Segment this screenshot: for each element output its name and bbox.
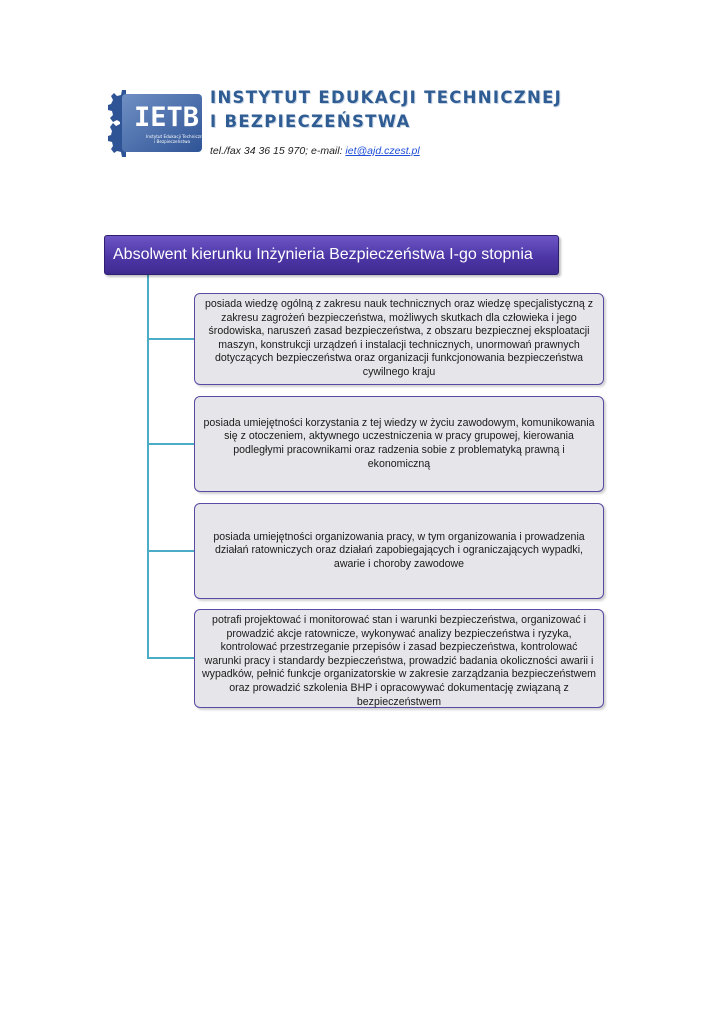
- contact-phone: tel./fax 34 36 15 970; e-mail:: [210, 145, 346, 157]
- child-node-text: posiada umiejętności organizowania pracy, w tym organizowania i prowadzenia działań ratowniczych oraz działań zapobiegających i ograniczających wypadki, awarie i choroby zawodowe: [213, 530, 585, 570]
- diagram-child-node-skills: [194, 396, 604, 492]
- institute-title-line-2: I BEZPIECZEŃSTWA: [210, 112, 411, 131]
- institute-title-line-1: INSTYTUT EDUKACJI TECHNICZNEJ: [210, 88, 563, 107]
- diagram-child-node-knowledge: [194, 293, 604, 385]
- child-node-text: potrafi projektować i monitorować stan i warunki bezpieczeństwa, organizować i prowadzić akcje ratownicze, wykonywać analizy bezpieczeństwa i ryzyka, kontrolować przestrzeganie przepisów i zasad bezpieczeństwa, kontrolować warunki pracy i standardy bezpieczeństwa, prowadzić badania okoliczności awarii i wypadków, pełnić funkcje organizatorskie w zakresie zarządzania bezpieczeństwem oraz prowadzić szkolenia BHP i opracowywać dokumentację związaną z bezpieczeństwem: [202, 614, 596, 708]
- logo-subtext-1: Instytut Edukacji Technicznej: [146, 134, 204, 139]
- diagram-child-node-organization: [194, 503, 604, 599]
- logo-text: IETB: [134, 102, 200, 133]
- logo-subtext-2: i Bezpieczeństwa: [154, 139, 191, 144]
- child-node-text: posiada wiedzę ogólną z zakresu nauk technicznych oraz wiedzę specjalistyczną z zakresu zagrożeń bezpieczeństwa, możliwych skutkach dla człowieka i jego środowiska, naruszeń zasad bezpieczeństwa, z obszaru bezpiecznej eksploatacji maszyn, konstrukcji urządzeń i instalacji technicznych, unormowań prawnych dotyczących bezpieczeństwa oraz organizacji funkcjonowania bezpieczeństwa cywilnego kraju: [204, 298, 594, 378]
- email-link[interactable]: iet@ajd.czest.pl: [345, 145, 420, 157]
- diagram-child-node-competences: [194, 609, 604, 708]
- child-node-text: posiada umiejętności korzystania z tej wiedzy w życiu zawodowym, komunikowania się z otoczeniem, aktywnego uczestniczenia w pracy grupowej, kierowania podległymi pracownikami oraz radzenia sobie z problematyką prawną i ekonomiczną: [203, 416, 595, 470]
- diagram-root-node: Absolwent kierunku Inżynieria Bezpieczeństwa I-go stopnia: [104, 235, 559, 275]
